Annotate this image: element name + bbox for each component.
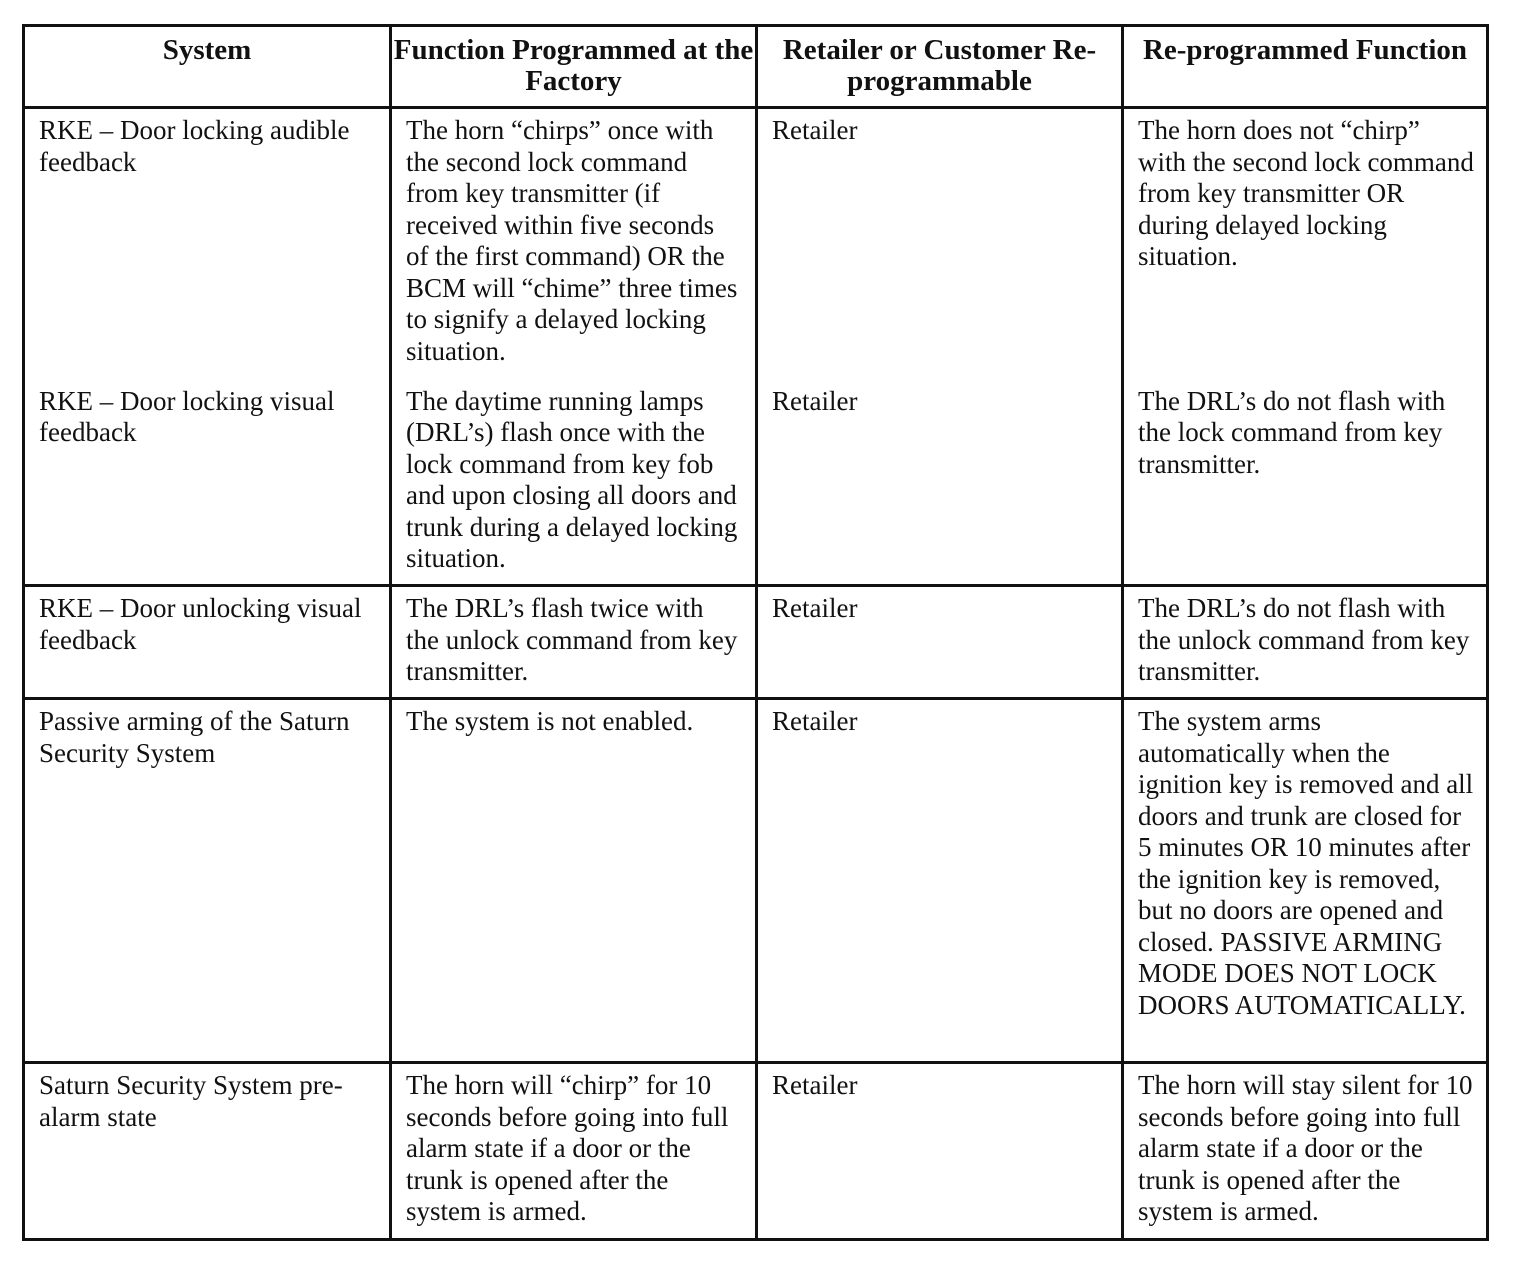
cell-reprogrammable: Retailer — [757, 380, 1123, 586]
cell-system: Passive arming of the Saturn Security System — [24, 699, 391, 1063]
table-row — [24, 380, 1488, 586]
passive-arming-note: PASSIVE ARMING MODE DOES NOT LOCK DOORS AUTOMATICALLY. — [1138, 926, 1466, 1020]
cell-system: RKE – Door locking audible feedback — [24, 108, 391, 380]
table-row — [24, 108, 1488, 380]
programming-table — [22, 24, 1489, 1241]
header-reprogrammed-function: Re-programmed Function — [1123, 26, 1488, 108]
cell-factory: The daytime running lamps (DRL’s) flash once with the lock command from key fob and upon closing all doors and trunk during a delayed locking situation. — [391, 380, 757, 586]
cell-reprogrammed: The DRL’s do not flash with the unlock command from key transmitter. — [1123, 586, 1488, 699]
table-row — [24, 586, 1488, 699]
cell-system: Saturn Security System pre-alarm state — [24, 1063, 391, 1240]
cell-reprogrammed: The horn does not “chirp” with the second lock command from key transmitter OR during delayed locking situation. — [1123, 108, 1488, 380]
cell-factory: The horn “chirps” once with the second lock command from key transmitter (if received within five seconds of the first command) OR the BCM will “chime” three times to signify a delayed locking situation. — [391, 108, 757, 380]
cell-reprogrammable: Retailer — [757, 108, 1123, 380]
cell-factory: The DRL’s flash twice with the unlock command from key transmitter. — [391, 586, 757, 699]
header-system: System — [24, 26, 391, 108]
header-factory-function: Function Programmed at the Factory — [391, 26, 757, 108]
cell-factory: The system is not enabled. — [391, 699, 757, 1063]
reprogrammed-text: The system arms automatically when the ignition key is removed and all doors and trunk are closed for 5 minutes OR 10 minutes after the ignition key is removed, but no doors are opened and closed. — [1138, 706, 1474, 957]
table-row — [24, 699, 1488, 1063]
cell-reprogrammable: Retailer — [757, 699, 1123, 1063]
document-page — [22, 24, 1486, 1238]
table-header-row — [24, 26, 1488, 108]
cell-reprogrammable: Retailer — [757, 586, 1123, 699]
cell-system: RKE – Door unlocking visual feedback — [24, 586, 391, 699]
cell-reprogrammed: The DRL’s do not flash with the lock command from key transmitter. — [1123, 380, 1488, 586]
cell-reprogrammed — [1123, 699, 1488, 1063]
header-reprogrammable: Retailer or Customer Re-programmable — [757, 26, 1123, 108]
cell-system: RKE – Door locking visual feedback — [24, 380, 391, 586]
cell-factory: The horn will “chirp” for 10 seconds before going into full alarm state if a door or the trunk is opened after the system is armed. — [391, 1063, 757, 1240]
cell-reprogrammed: The horn will stay silent for 10 seconds before going into full alarm state if a door or the trunk is opened after the system is armed. — [1123, 1063, 1488, 1240]
table-row — [24, 1063, 1488, 1240]
cell-reprogrammable: Retailer — [757, 1063, 1123, 1240]
